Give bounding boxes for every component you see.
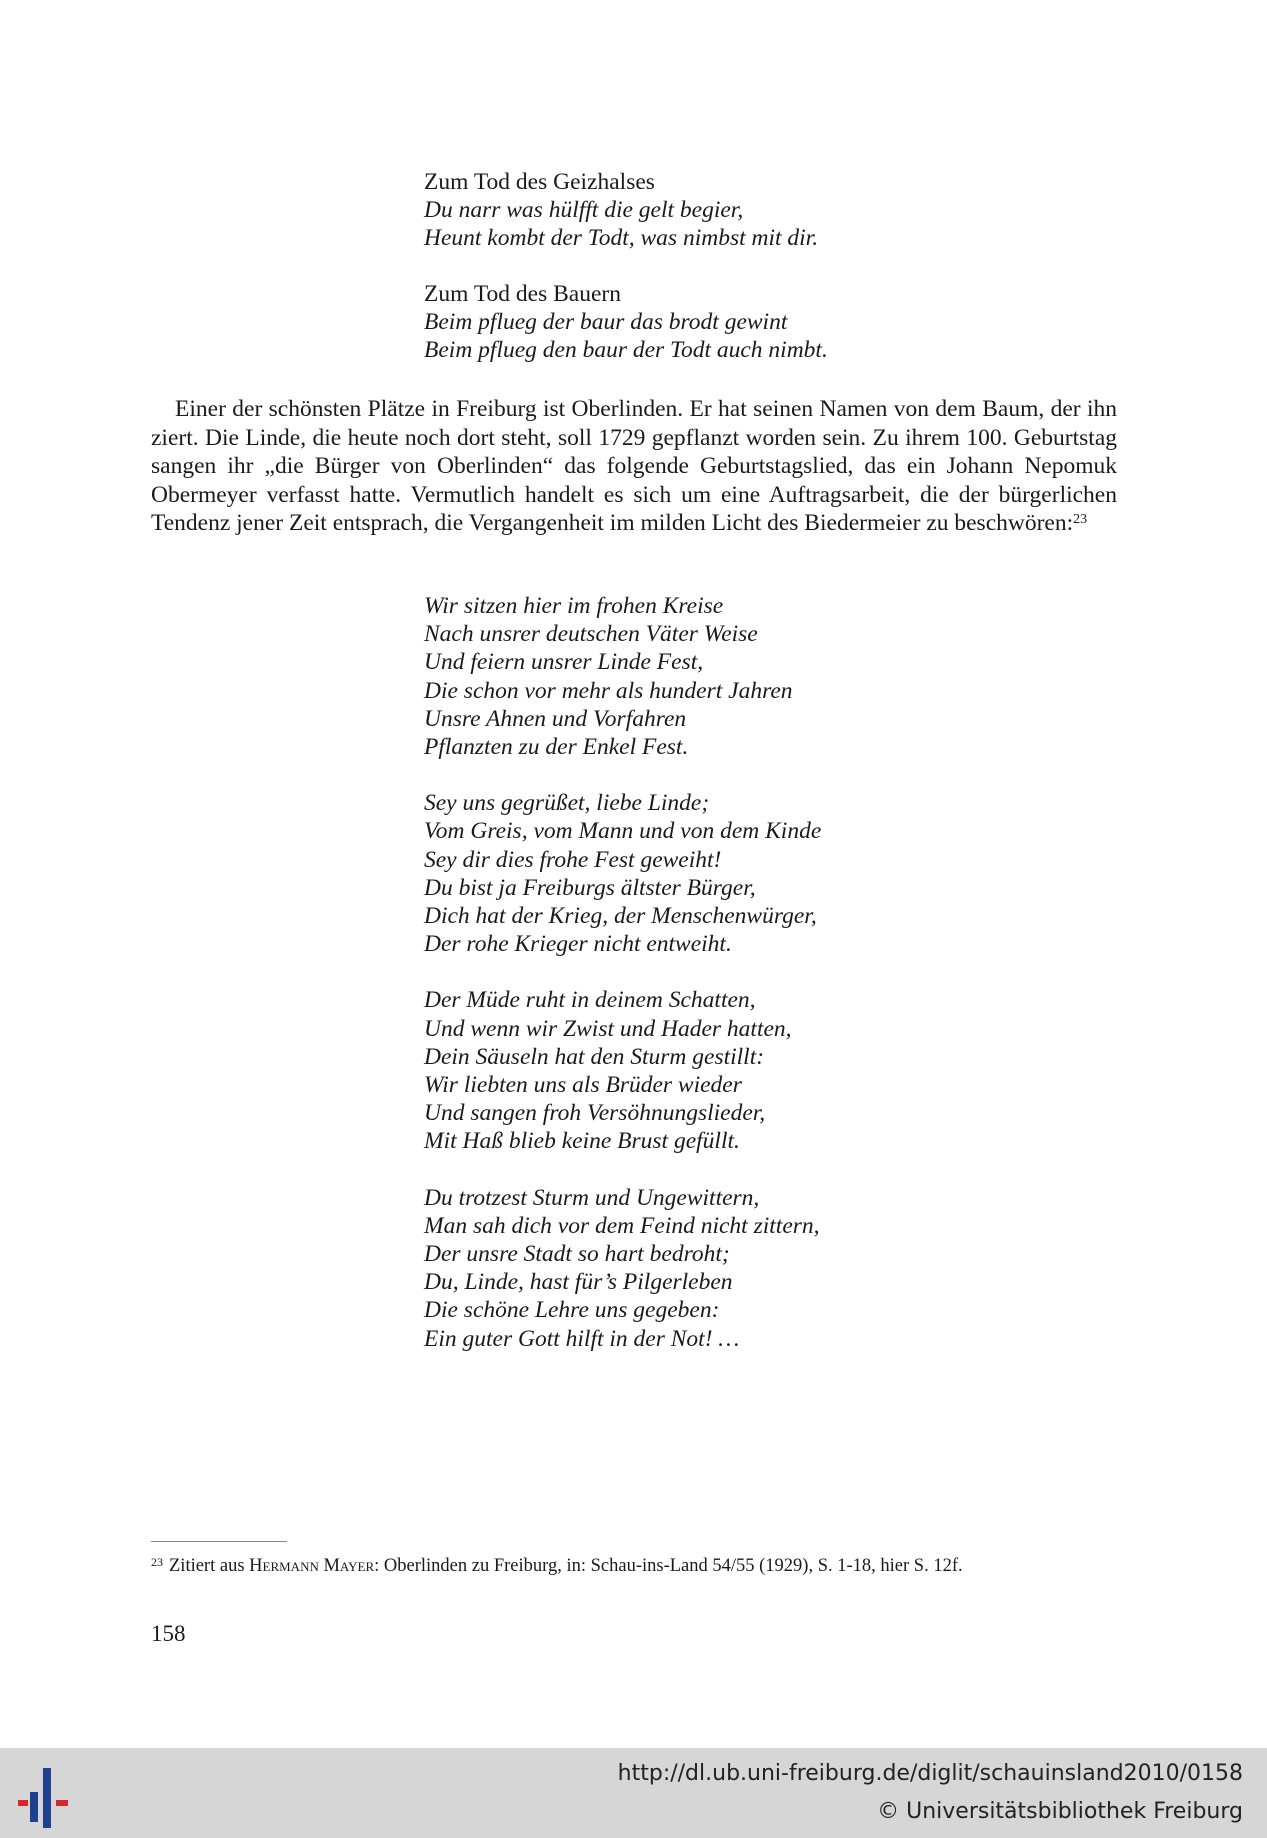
body-paragraph-text: Einer der schönsten Plätze in Freiburg ist Oberlinden. Er hat seinen Namen von dem Baum, der ihn ziert. Die Linde, die heute noch dort steht, soll 1729 gepflanzt worden sein. Zu ihrem 100. Geburtstag sangen ihr „die Bürger von Oberlinden“ das folgende Geburtstagslied, das ein Johann Nepomuk Obermeyer verfasst hatte. Vermutlich handelt es sich um eine Auftragsarbeit, die der bürgerlichen Tendenz jener Zeit entsprach, die Vergangenheit im milden Licht des Biedermeier zu beschwören: xyxy=(151,396,1117,536)
song-line: Und wenn wir Zwist und Hader hatten, xyxy=(424,1015,792,1042)
epigram-title: Zum Tod des Bauern xyxy=(424,281,621,307)
song-line: Der unsre Stadt so hart bedroht; xyxy=(424,1241,730,1268)
epigram-line: Heunt kombt der Todt, was nimbst mit dir. xyxy=(424,225,819,251)
epigram-line: Beim pflueg der baur das brodt gewint xyxy=(424,309,788,335)
footnote-author: Hermann Mayer xyxy=(249,1556,375,1576)
song-line: Die schöne Lehre uns gegeben: xyxy=(424,1297,720,1324)
epigram-bauer xyxy=(424,280,828,364)
song-line: Ein guter Gott hilft in der Not! … xyxy=(424,1325,740,1352)
epigram-line: Du narr was hülfft die gelt begier, xyxy=(424,197,744,223)
epigram-geizhals xyxy=(424,168,818,252)
song-line: Die schon vor mehr als hundert Jahren xyxy=(424,677,793,704)
body-paragraph xyxy=(151,395,1117,538)
epigram-title: Zum Tod des Geizhalses xyxy=(424,169,655,195)
footnote-prefix: Zitiert aus xyxy=(169,1556,245,1576)
song-stanza xyxy=(424,1184,821,1353)
song-line: Dein Säuseln hat den Sturm gestillt: xyxy=(424,1043,765,1070)
song-line: Sey uns gegrüßet, liebe Linde; xyxy=(424,790,710,817)
song-line: Und feiern unsrer Linde Fest, xyxy=(424,649,704,676)
source-url-link[interactable]: http://dl.ub.uni-freiburg.de/diglit/schauinsland2010/0158 xyxy=(617,1761,1243,1786)
song-stanza xyxy=(424,592,821,761)
footnote-reference[interactable]: 23 xyxy=(1073,512,1088,527)
song-line: Wir liebten uns als Brüder wieder xyxy=(424,1072,742,1099)
song-line: Mit Haß blieb keine Brust gefüllt. xyxy=(424,1128,740,1155)
song-line: Du, Linde, hast für’s Pilgerleben xyxy=(424,1269,733,1296)
footnote-divider xyxy=(151,1541,287,1542)
copyright-notice: © Universitätsbibliothek Freiburg xyxy=(877,1799,1243,1824)
song-line: Vom Greis, vom Mann und von dem Kinde xyxy=(424,818,822,845)
song-line: Dich hat der Krieg, der Menschenwürger, xyxy=(424,903,817,930)
footer-bar xyxy=(0,1748,1267,1838)
song-line: Du bist ja Freiburgs ältster Bürger, xyxy=(424,874,756,901)
ub-freiburg-logo-icon xyxy=(16,1760,78,1832)
song-line: Du trotzest Sturm und Ungewittern, xyxy=(424,1184,760,1211)
song-line: Unsre Ahnen und Vorfahren xyxy=(424,705,687,732)
song-line: Der rohe Krieger nicht entweiht. xyxy=(424,931,732,958)
song-line: Man sah dich vor dem Feind nicht zittern, xyxy=(424,1212,820,1239)
footnote-citation: : Oberlinden zu Freiburg, in: Schau-ins-Land 54/55 (1929), S. 1-18, hier S. 12f. xyxy=(374,1556,963,1576)
song-line: Der Müde ruht in deinem Schatten, xyxy=(424,987,756,1014)
song-stanza xyxy=(424,986,821,1155)
birthday-song xyxy=(424,592,821,1381)
epigram-line: Beim pflueg den baur der Todt auch nimbt. xyxy=(424,337,828,363)
footnote-number: 23 xyxy=(151,1555,163,1569)
song-stanza xyxy=(424,789,821,958)
song-line: Und sangen froh Versöhnungslieder, xyxy=(424,1100,766,1127)
song-line: Pflanzten zu der Enkel Fest. xyxy=(424,734,689,761)
song-line: Sey dir dies frohe Fest geweiht! xyxy=(424,846,722,873)
song-line: Wir sitzen hier im frohen Kreise xyxy=(424,593,724,619)
song-line: Nach unsrer deutschen Väter Weise xyxy=(424,621,758,648)
footnote xyxy=(151,1550,963,1578)
page-number: 158 xyxy=(151,1621,186,1646)
